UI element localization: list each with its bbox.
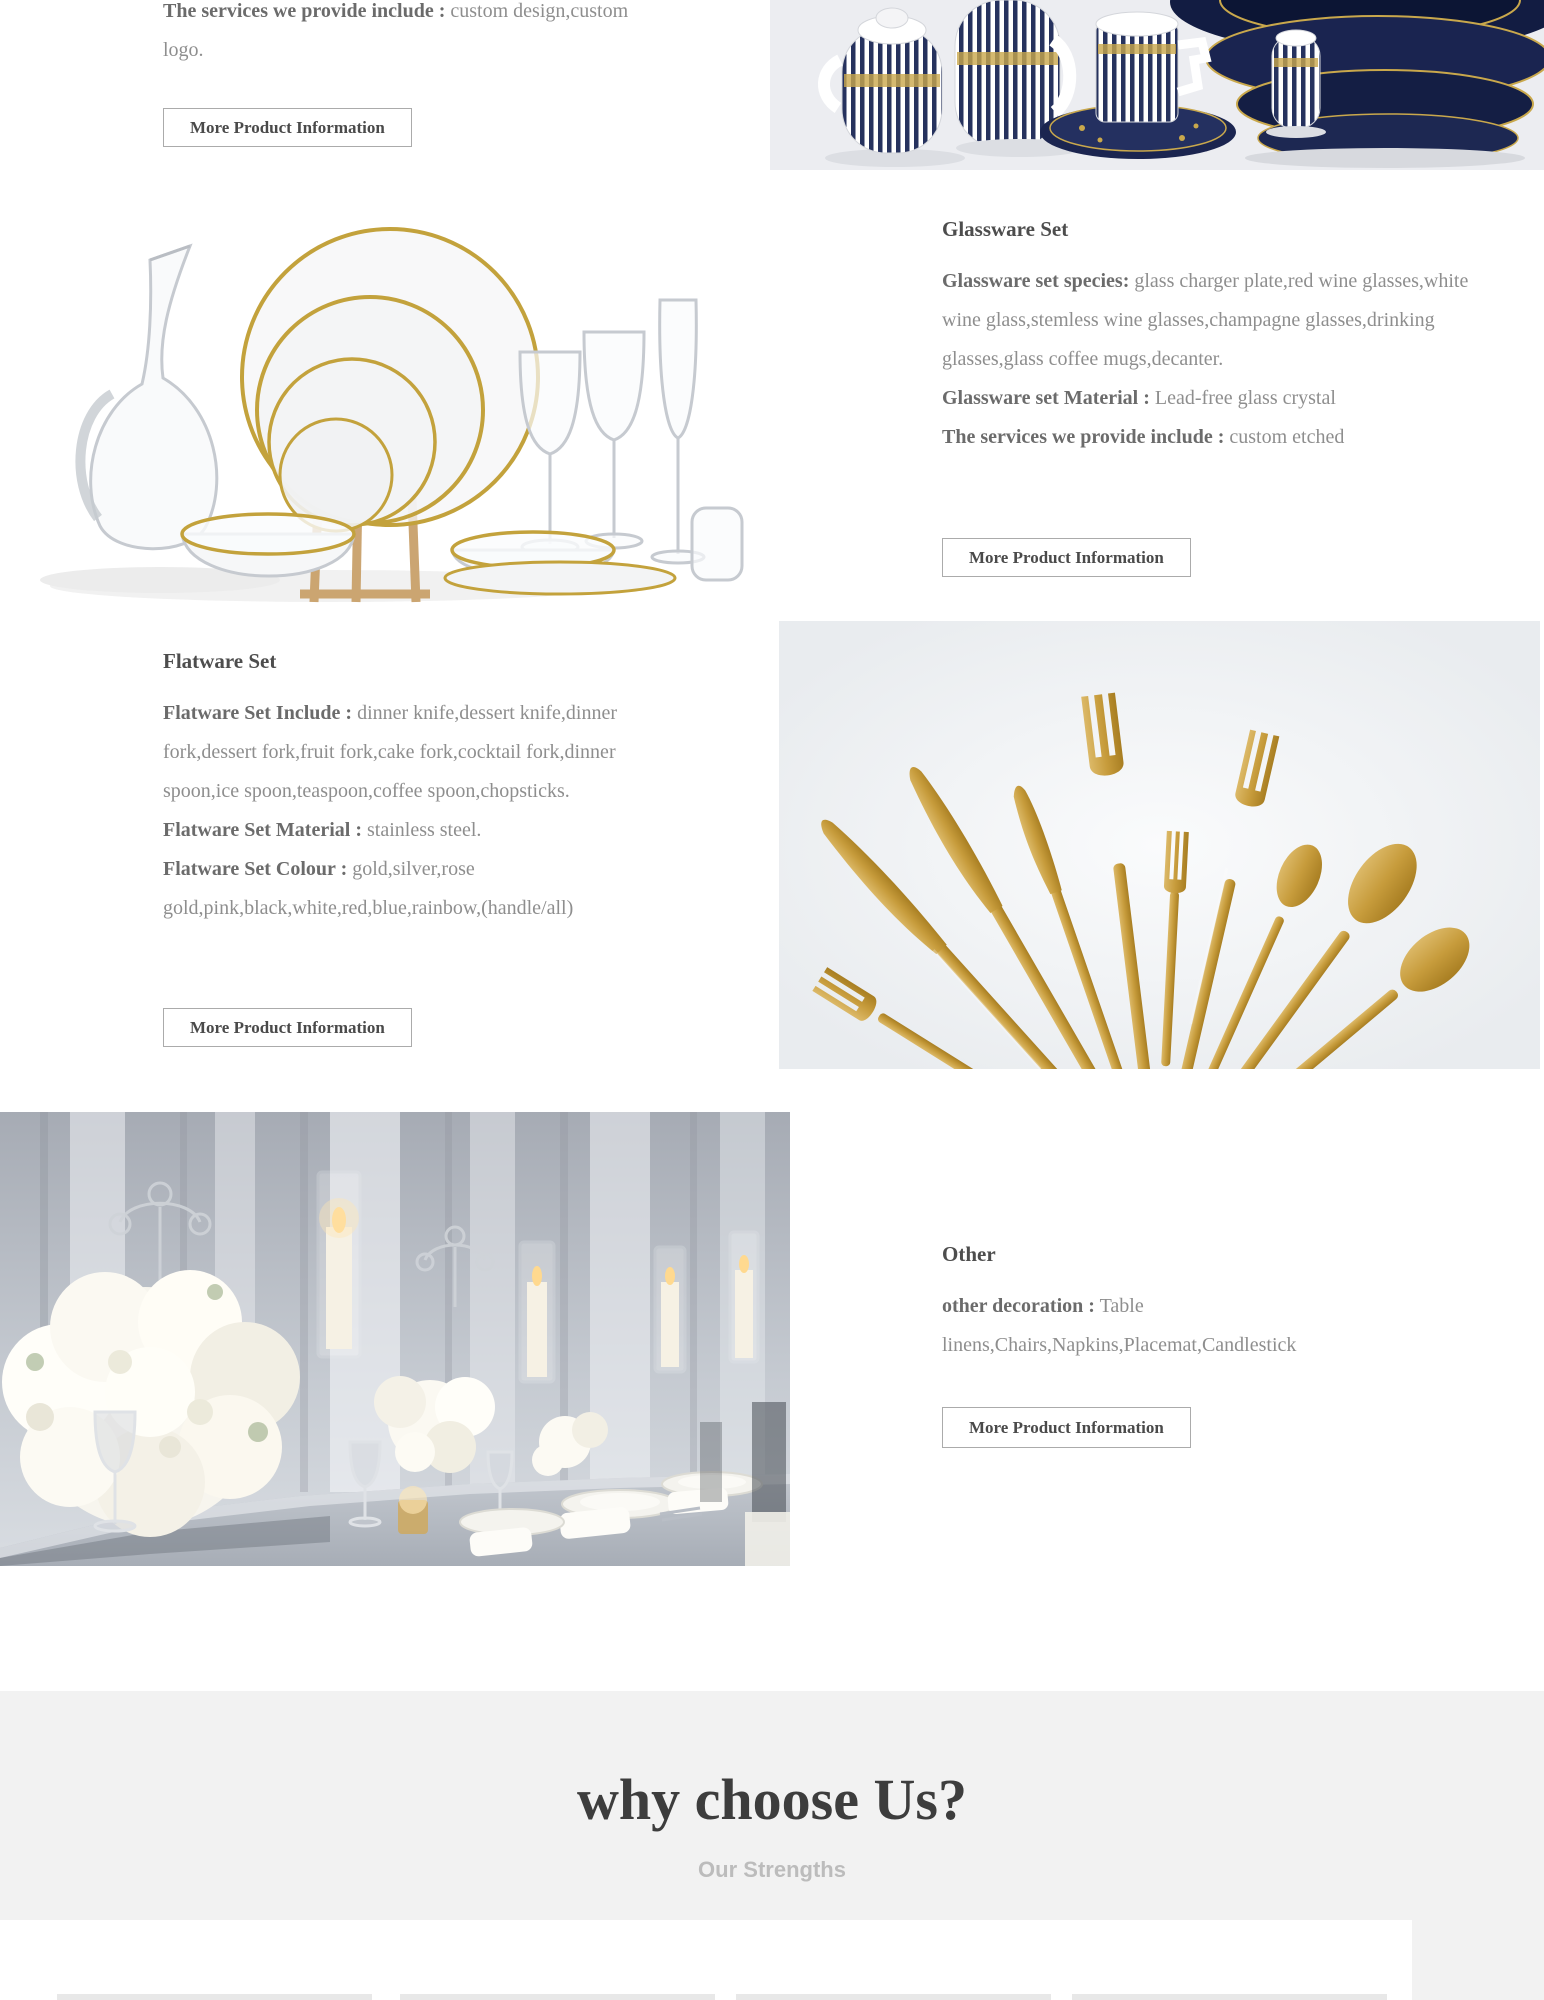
other-decoration-line xyxy=(942,1287,1470,1365)
glassware-species-label: Glassware set species: xyxy=(942,270,1130,292)
other-more-info-button[interactable]: More Product Information xyxy=(942,1407,1191,1448)
porcelain-set-image xyxy=(770,0,1544,170)
other-decoration-value: Table linens,Chairs,Napkins,Placemat,Candlestick xyxy=(942,1295,1297,1356)
glassware-more-info-button[interactable]: More Product Information xyxy=(942,538,1191,577)
flatware-set-image xyxy=(779,621,1540,1069)
strength-item-placeholder-1 xyxy=(57,1994,372,2000)
strength-item-placeholder-4 xyxy=(1072,1994,1387,2000)
flatware-include-label: Flatware Set Include : xyxy=(163,702,353,724)
our-strengths-subtitle: Our Strengths xyxy=(698,1857,846,1882)
strength-item-placeholder-2 xyxy=(400,1994,715,2000)
dinnerware-services-text xyxy=(163,0,668,70)
flatware-colour-label: Flatware Set Colour : xyxy=(163,858,348,880)
strength-item-placeholder-3 xyxy=(736,1994,1051,2000)
flatware-include-line xyxy=(163,694,668,811)
glassware-material-value: Lead-free glass crystal xyxy=(1154,387,1336,409)
glassware-species-line xyxy=(942,262,1470,379)
glassware-service-line xyxy=(942,418,1470,457)
why-choose-us-section xyxy=(0,1691,1544,2000)
dinnerware-service-value: custom design,custom logo. xyxy=(163,0,629,61)
glassware-title: Glassware Set xyxy=(942,217,1069,241)
flatware-more-info-button[interactable]: More Product Information xyxy=(163,1008,412,1047)
glassware-set-image xyxy=(0,182,770,612)
glassware-species-value: glass charger plate,red wine glasses,white wine glass,stemless wine glasses,champagne glasses,drinking glasses,glass coffee mugs,decanter. xyxy=(942,270,1469,370)
flatware-colour-line xyxy=(163,850,668,928)
why-choose-us-heading: why choose Us? xyxy=(577,1767,967,1832)
flatware-material-line xyxy=(163,811,668,850)
porcelain-set-illustration xyxy=(770,0,1544,170)
flatware-text xyxy=(163,694,668,928)
other-text xyxy=(942,1287,1470,1365)
dinnerware-service-label: The services we provide include : xyxy=(163,0,446,22)
other-title: Other xyxy=(942,1242,996,1266)
table-setting-illustration xyxy=(0,1112,790,1566)
flatware-material-label: Flatware Set Material : xyxy=(163,819,362,841)
glassware-material-label: Glassware set Material : xyxy=(942,387,1150,409)
dinnerware-more-info-button[interactable]: More Product Information xyxy=(163,108,412,147)
glassware-service-value: custom etched xyxy=(1229,426,1345,448)
flatware-title: Flatware Set xyxy=(163,649,277,673)
other-decoration-label: other decoration : xyxy=(942,1295,1095,1317)
glassware-text xyxy=(942,262,1470,457)
glassware-service-label: The services we provide include : xyxy=(942,426,1225,448)
glassware-material-line xyxy=(942,379,1470,418)
glassware-set-illustration xyxy=(0,182,770,612)
flatware-set-illustration xyxy=(779,621,1540,1069)
strengths-card xyxy=(0,1920,1412,2000)
flatware-include-value: dinner knife,dessert knife,dinner fork,dessert fork,fruit fork,cake fork,cocktail fork,dinner spoon,ice spoon,teaspoon,coffee spoon,chopsticks. xyxy=(163,702,617,802)
flatware-material-value: stainless steel. xyxy=(367,819,482,841)
flatware-colour-value: gold,silver,rose gold,pink,black,white,red,blue,rainbow,(handle/all) xyxy=(163,858,574,919)
table-setting-photo xyxy=(0,1112,790,1566)
